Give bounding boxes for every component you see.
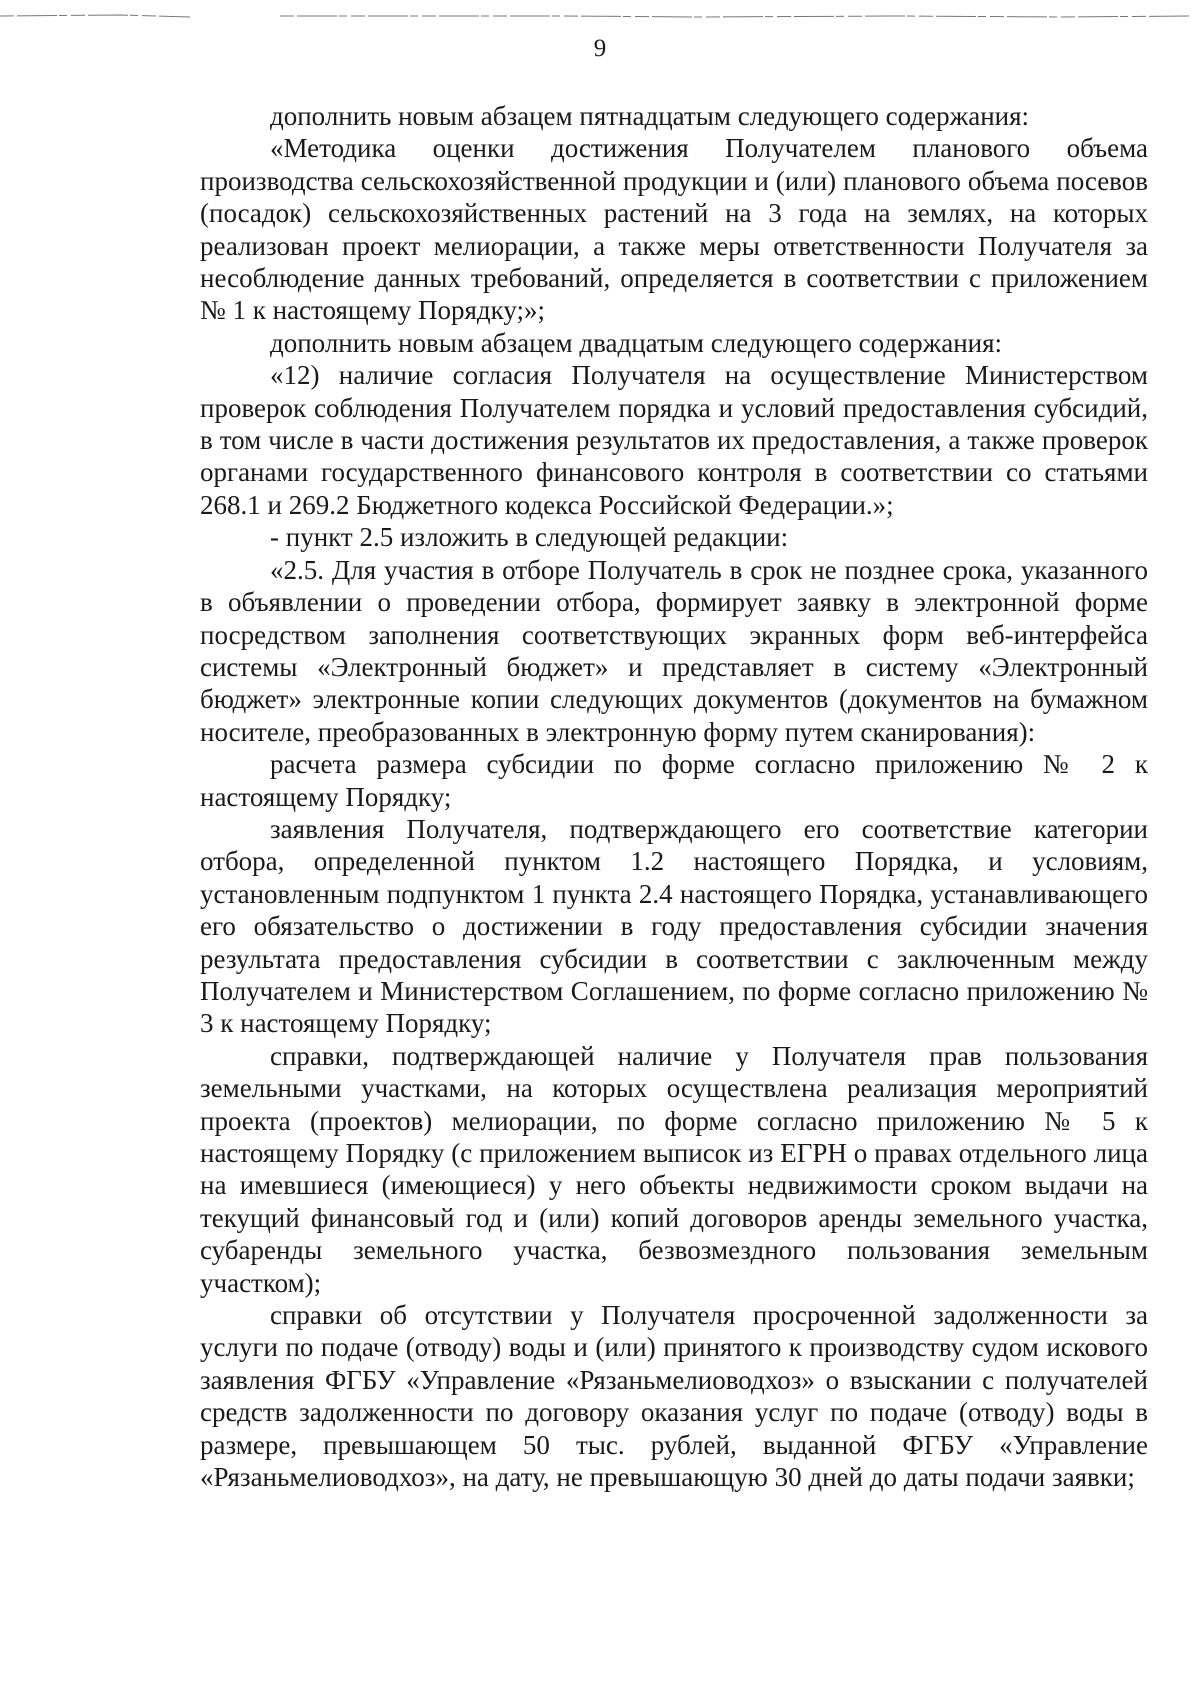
scan-edge-line	[0, 14, 1200, 20]
paragraph-methodology: «Методика оценки достижения Получателем планового объема производства сельскохозяйственной продукции и (или) планового объема посевов (посадок) сельскохозяйственных растений на 3 года на землях, на которых реализован проект мелиорации, а также меры ответственности Получателя за несоблюдение данных требований, определяется в соответствии с приложением № 1 к настоящему Порядку;»;	[200, 133, 1148, 326]
paragraph-recipient-statement: заявления Получателя, подтверждающего его соответствие категории отбора, определенной пунктом 1.2 настоящего Порядка, и условиям, установленным подпунктом 1 пункта 2.4 настоящего Порядка, устанавливающего его обязательство о достижении в году предоставления субсидии значения результата предоставления субсидии в соответствии с заключенным между Получателем и Министерством Соглашением, по форме согласно приложению № 3 к настоящему Порядку;	[200, 813, 1148, 1039]
paragraph-item-12: «12) наличие согласия Получателя на осуществление Министерством проверок соблюдения Получателем порядка и условий предоставления субсидий, в том числе в части достижения результатов их предоставления, а также проверок органами государственного финансового контроля в соответствии со статьями 268.1 и 269.2 Бюджетного кодекса Российской Федерации.»;	[200, 360, 1148, 520]
paragraph-clause-2-5-intro: - пункт 2.5 изложить в следующей редакции:	[270, 522, 789, 553]
paragraph-append-20: дополнить новым абзацем двадцатым следующего содержания:	[270, 327, 1003, 358]
page-number: 9	[593, 35, 607, 62]
paragraph-append-15: дополнить новым абзацем пятнадцатым следующего содержания:	[270, 101, 1030, 131]
paragraph-land-rights-certificate: справки, подтверждающей наличие у Получателя прав пользования земельными участками, на которых осуществлена реализация мероприятий проекта (проектов) мелиорации, по форме согласно приложению № 5 к настоящему Порядку (с приложением выписок из ЕГРН о правах отдельного лица на имевшиеся (имеющиеся) у него объекты недвижимости сроком выдачи на текущий финансовый год и (или) копий договоров аренды земельного участка, субаренды земельного участка, безвозмездного пользования земельным участком);	[200, 1040, 1148, 1298]
document-body	[200, 100, 1148, 1493]
paragraph-subsidy-calculation: расчета размера субсидии по форме согласно приложению № 2 к настоящему Порядку;	[200, 749, 1148, 812]
paragraph-no-debt-certificate: справки об отсутствии у Получателя просроченной задолженности за услуги по подаче (отводу) воды и (или) принятого к производству судом искового заявления ФГБУ «Управление «Рязаньмелиоводхоз» о взыскании с получателей средств задолженности по договору оказания услуг по подаче (отводу) воды в размере, превышающем 50 тыс. рублей, выданной ФГБУ «Управление «Рязаньмелиоводхоз», на дату, не превышающую 30 дней до даты подачи заявки;	[200, 1300, 1148, 1493]
scan-edge-artifact	[0, 14, 1200, 20]
paragraph-clause-2-5: «2.5. Для участия в отборе Получатель в срок не позднее срока, указанного в объявлении о проведении отбора, формирует заявку в электронной форме посредством заполнения соответствующих экранных форм веб-интерфейса системы «Электронный бюджет» и представляет в систему «Электронный бюджет» электронные копии следующих документов (документов на бумажном носителе, преобразованных в электронную форму путем сканирования):	[200, 554, 1148, 747]
